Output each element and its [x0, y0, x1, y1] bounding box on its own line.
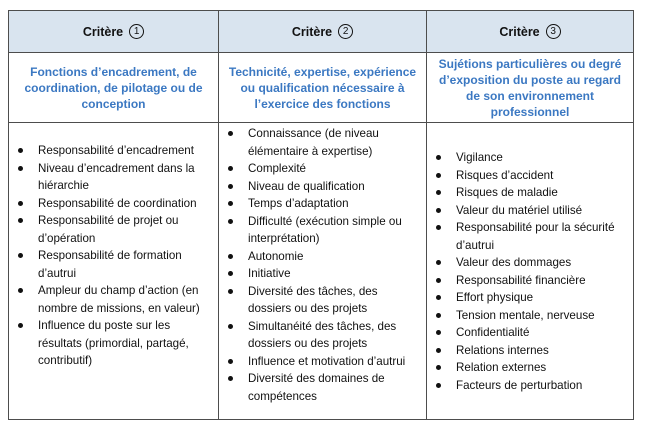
list-item: Responsabilité de coordination — [9, 195, 218, 213]
list-item: Relation externes — [427, 359, 633, 377]
list-item: Influence et motivation d’autrui — [219, 353, 426, 371]
list-item: Confidentialité — [427, 324, 633, 342]
subheader-criterion-2: Technicité, expertise, expérience ou qualification nécessaire à l’exercice des fonctions — [219, 53, 427, 122]
header-criterion-2 — [219, 11, 427, 52]
list-item: Simultanéité des tâches, des dossiers ou des projets — [219, 318, 426, 353]
list-item: Diversité des tâches, des dossiers ou des projets — [219, 283, 426, 318]
list-item: Complexité — [219, 160, 426, 178]
list-item: Difficulté (exécution simple ou interprétation) — [219, 213, 426, 248]
list-item: Tension mentale, nerveuse — [427, 307, 633, 325]
list-item: Initiative — [219, 265, 426, 283]
list-item: Responsabilité financière — [427, 272, 633, 290]
list-item: Responsabilité de formation d’autrui — [9, 247, 218, 282]
bullet-list — [9, 142, 218, 370]
bullet-list — [427, 149, 633, 394]
column-criterion-3 — [427, 123, 633, 419]
list-item: Niveau de qualification — [219, 178, 426, 196]
column-criterion-1 — [9, 123, 219, 419]
list-item: Niveau d’encadrement dans la hiérarchie — [9, 160, 218, 195]
list-item: Responsabilité d’encadrement — [9, 142, 218, 160]
body-row — [9, 123, 633, 419]
list-item: Vigilance — [427, 149, 633, 167]
criteria-table — [8, 10, 634, 420]
list-item: Influence du poste sur les résultats (primordial, partagé, contributif) — [9, 317, 218, 370]
list-item: Responsabilité pour la sécurité d’autrui — [427, 219, 633, 254]
header-label: Critère — [291, 24, 333, 39]
bullet-list — [219, 125, 426, 405]
list-item: Autonomie — [219, 248, 426, 266]
list-item: Effort physique — [427, 289, 633, 307]
list-item: Valeur du matériel utilisé — [427, 202, 633, 220]
circled-number: 3 — [546, 24, 561, 39]
list-item: Valeur des dommages — [427, 254, 633, 272]
circled-number: 1 — [129, 24, 144, 39]
circled-number: 2 — [338, 24, 353, 39]
list-item: Facteurs de perturbation — [427, 377, 633, 395]
header-label: Critère — [82, 24, 124, 39]
column-criterion-2 — [219, 123, 427, 419]
header-criterion-1 — [9, 11, 219, 52]
subheader-criterion-3: Sujétions particulières ou degré d’exposition du poste au regard de son environnement professionnel — [438, 56, 622, 119]
subheader-criterion-1: Fonctions d’encadrement, de coordination, de pilotage ou de conception — [9, 53, 219, 122]
subheader-row — [9, 53, 633, 123]
list-item: Temps d’adaptation — [219, 195, 426, 213]
header-label: Critère — [499, 24, 540, 39]
list-item: Risques d’accident — [427, 167, 633, 185]
header-criterion-3 — [427, 11, 633, 52]
list-item: Connaissance (de niveau élémentaire à expertise) — [219, 125, 426, 160]
list-item: Diversité des domaines de compétences — [219, 370, 426, 405]
list-item: Responsabilité de projet ou d’opération — [9, 212, 218, 247]
list-item: Ampleur du champ d’action (en nombre de missions, en valeur) — [9, 282, 218, 317]
header-row — [9, 11, 633, 53]
list-item: Relations internes — [427, 342, 633, 360]
list-item: Risques de maladie — [427, 184, 633, 202]
